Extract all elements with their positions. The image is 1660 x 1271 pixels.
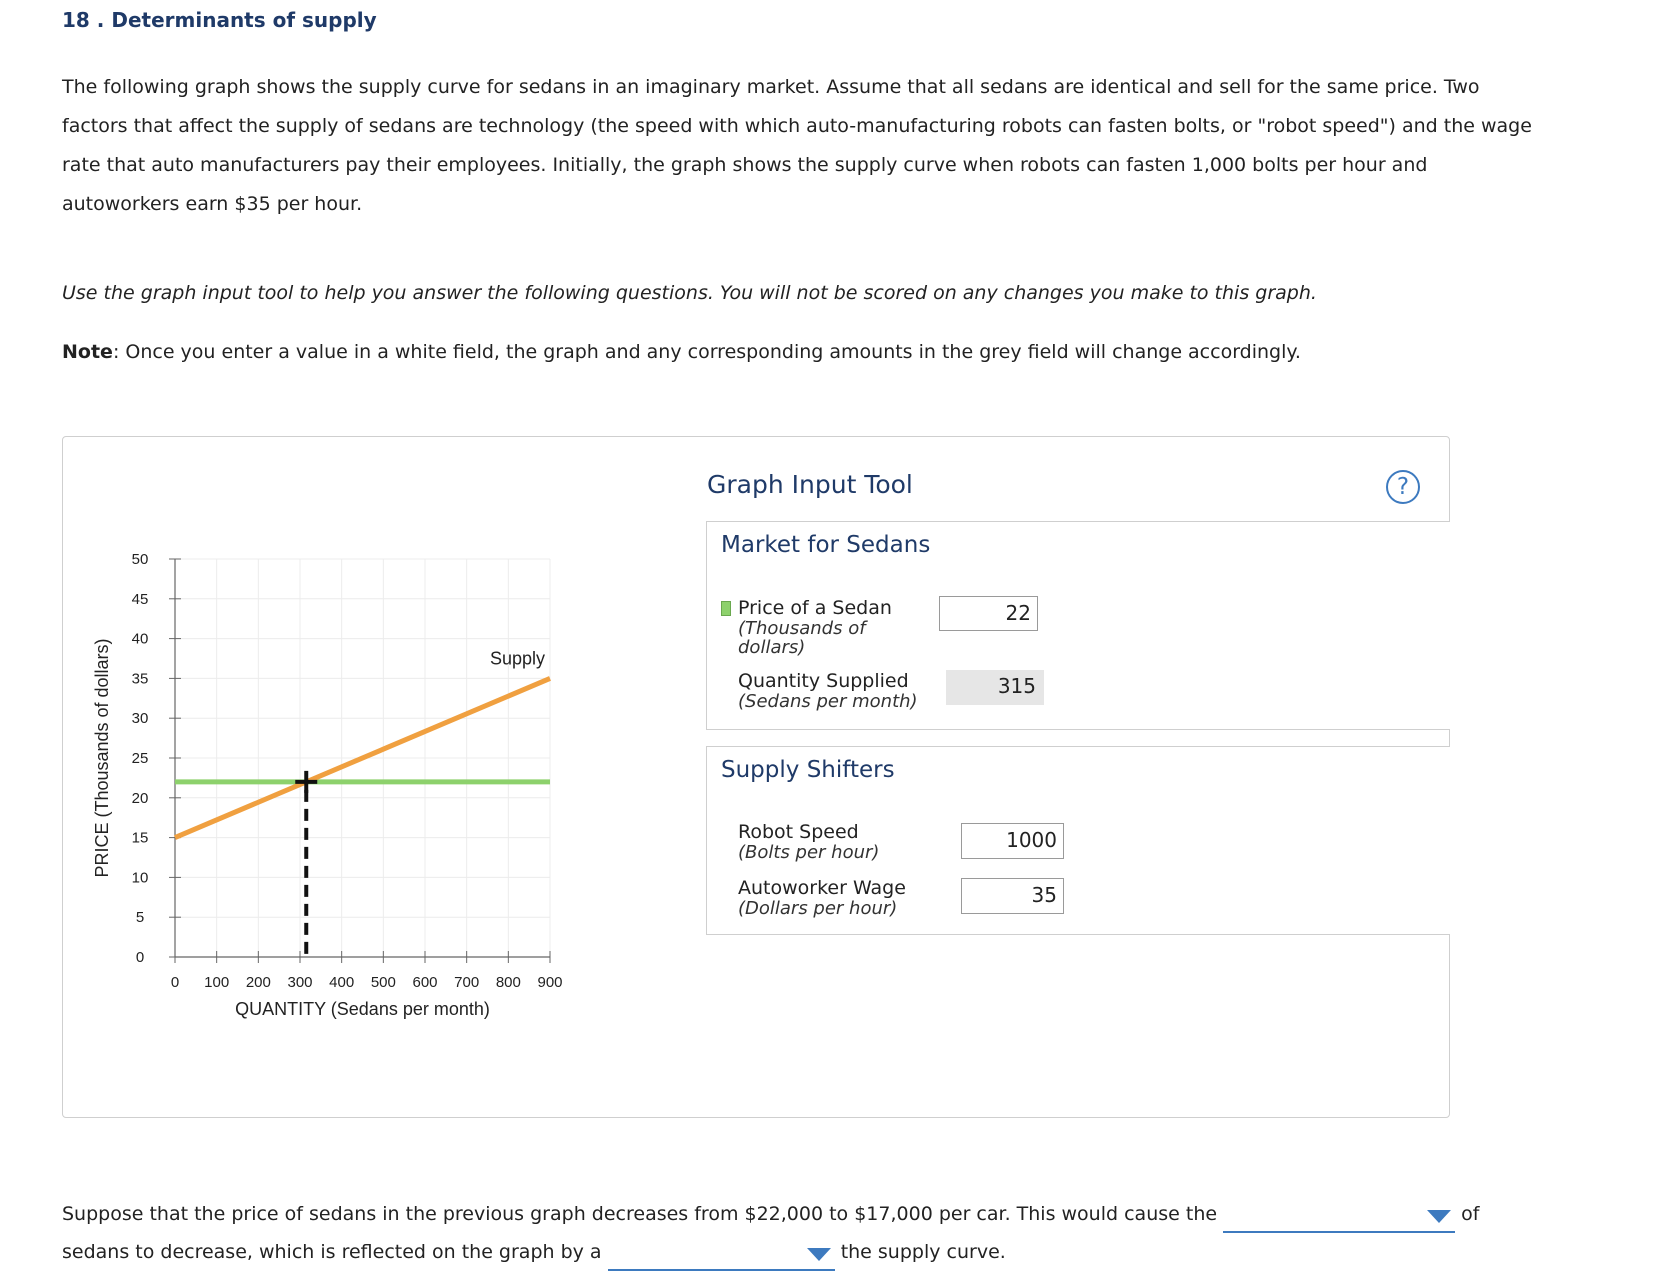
x-tick-label: 0 bbox=[170, 974, 180, 991]
question-part-2: of bbox=[1461, 1203, 1480, 1225]
chevron-down-icon bbox=[1427, 1210, 1451, 1223]
y-tick-label: 10 bbox=[131, 869, 149, 887]
y-tick-label: 5 bbox=[135, 909, 145, 927]
note-text bbox=[62, 341, 1301, 363]
supply-curve-label: Supply bbox=[489, 648, 545, 669]
quantity-supplied-sub-label: (Sedans per month) bbox=[738, 691, 918, 712]
quantity-supplied-label: Quantity Supplied bbox=[738, 670, 909, 692]
intro-paragraph: The following graph shows the supply curve for sedans in an imaginary market. Assume that all sedans are identical and sell for the same price. Two factors that affect the supply of sedans are technology (the speed with which auto-manufacturing robots can fasten bolts, or "robot speed") and the wage rate that auto manufacturers pay their employees. Initially, the graph shows the supply curve when robots can fasten 1,000 bolts per hour and autoworkers earn $35 per hour. bbox=[62, 76, 1532, 215]
robot-speed-sub-label: (Bolts per hour) bbox=[738, 842, 880, 863]
y-tick-label: 45 bbox=[131, 590, 149, 608]
y-tick-label: 30 bbox=[131, 710, 149, 728]
question-part-3: sedans to decrease, which is reflected on the graph by a bbox=[62, 1241, 602, 1263]
x-tick-label: 800 bbox=[495, 974, 521, 991]
y-axis-label: PRICE (Thousands of dollars) bbox=[92, 638, 112, 878]
price-label: Price of a Sedan bbox=[738, 597, 892, 619]
question-part-4: the supply curve. bbox=[840, 1241, 1006, 1263]
instruction-text: Use the graph input tool to help you answer the following questions. You will not be scored on any changes you make to this graph. bbox=[62, 282, 1317, 304]
autoworker-wage-label: Autoworker Wage bbox=[738, 877, 906, 899]
autoworker-wage-sub-label: (Dollars per hour) bbox=[738, 898, 898, 919]
robot-speed-label: Robot Speed bbox=[738, 821, 859, 843]
price-legend-swatch bbox=[721, 601, 731, 616]
supply-shifters-title: Supply Shifters bbox=[721, 757, 895, 783]
x-tick-label: 500 bbox=[370, 974, 396, 991]
y-tick-label: 50 bbox=[131, 551, 149, 568]
tool-title: Graph Input Tool bbox=[707, 470, 913, 499]
price-sub-label: (Thousands of dollars) bbox=[738, 618, 866, 658]
x-tick-label: 200 bbox=[245, 974, 271, 991]
question-text bbox=[62, 1195, 1622, 1271]
dropdown-curve-change[interactable] bbox=[608, 1239, 835, 1271]
x-tick-label: 600 bbox=[412, 974, 438, 991]
note-body: : Once you enter a value in a white field, the graph and any corresponding amounts in the grey field will change accordingly. bbox=[112, 341, 1301, 363]
market-title: Market for Sedans bbox=[721, 532, 931, 558]
y-tick-label: 20 bbox=[131, 789, 149, 807]
price-input[interactable]: 22 bbox=[939, 596, 1038, 631]
y-tick-label: 15 bbox=[131, 829, 149, 847]
y-tick-label: 25 bbox=[131, 750, 149, 767]
robot-speed-input[interactable]: 1000 bbox=[961, 823, 1064, 859]
question-heading: 18 . Determinants of supply bbox=[62, 8, 377, 32]
supply-graph[interactable] bbox=[63, 437, 683, 1097]
help-icon[interactable]: ? bbox=[1386, 470, 1420, 504]
quantity-supplied-value: 315 bbox=[946, 670, 1044, 705]
y-tick-label: 35 bbox=[131, 670, 149, 688]
dropdown-supply-term[interactable] bbox=[1223, 1201, 1455, 1233]
y-tick-label: 40 bbox=[131, 630, 149, 648]
autoworker-wage-input[interactable]: 35 bbox=[961, 878, 1064, 914]
question-part-1: Suppose that the price of sedans in the previous graph decreases from $22,000 to $17,000 per car. This would cause the bbox=[62, 1203, 1218, 1225]
x-tick-label: 900 bbox=[537, 974, 563, 991]
x-tick-label: 100 bbox=[204, 974, 230, 991]
x-tick-label: 700 bbox=[454, 974, 480, 991]
y-tick-label: 0 bbox=[135, 949, 145, 966]
selected-point-cross-icon bbox=[295, 771, 317, 793]
note-label: Note bbox=[62, 341, 113, 363]
x-axis-label: QUANTITY (Sedans per month) bbox=[235, 999, 490, 1019]
x-tick-label: 400 bbox=[329, 974, 355, 991]
x-tick-label: 300 bbox=[287, 974, 313, 991]
